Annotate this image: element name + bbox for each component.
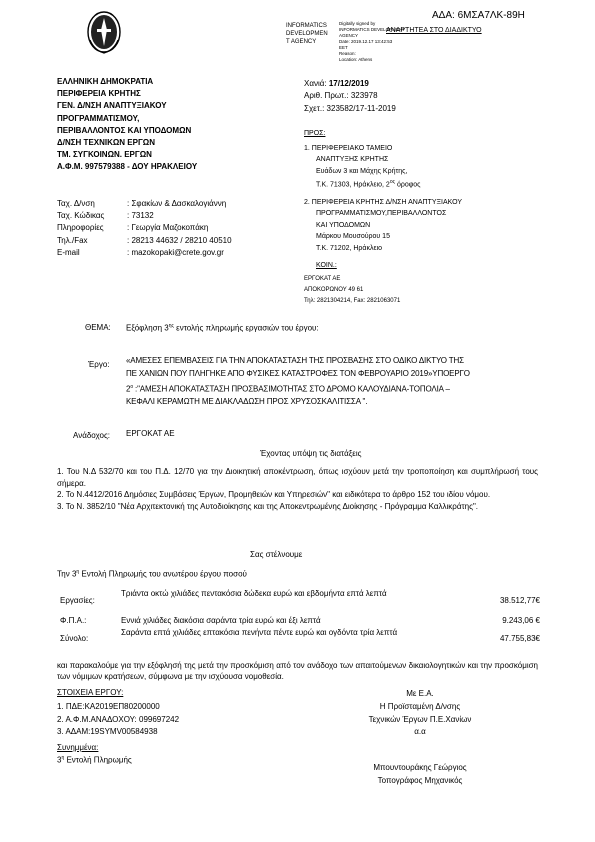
total-amount-value: 47.755,83€ — [499, 634, 540, 643]
date-label: Χανιά — [304, 79, 325, 88]
payment-intro: Την $3^\eta$ Εντολή Πληρωμής του ανωτέρου έργου ποσού — [57, 569, 247, 579]
recipient-2: 2. ΠΕΡΙΦΕΡΕΙΑ ΚΡΗΤΗΣ Δ/ΝΣΗ ΑΝΑΠΤΥΞΙΑΚΟΥ ΠΡΟΓΡΑΜΜΑΤΙΣΜΟΥ,ΠΕΡΙΒΑΛΛΟΝΤΟΣ ΚΑΙ ΥΠΟΔΟΜΩΝ Μάρκου Μουσούρου 15 Τ.Κ. 71202, Ηράκλειο — [304, 199, 463, 252]
subject-label: ΘΕΜΑ: — [85, 323, 111, 332]
posted-online-header: ΑΝΑΡΤΗΤΕΑ ΣΤΟ ΔΙΑΔΙΚΤΥΟ — [386, 27, 482, 34]
project-info-item: 2. Α.Φ.Μ.ΑΝΑΔΟΧΟΥ: 099697242 — [57, 714, 180, 724]
vat-amount-words: Εννιά χιλιάδες διακόσια σαράντα τρία ευρώ και έξι λεπτά — [121, 616, 321, 625]
signature-stamp-details: Digitally signed by INFORMATICS DEVELOPMENT AGENCY Date: 2019.12.17 13:42:53 EET Reason: Location: Athens — [339, 21, 405, 62]
vat-label: Φ.Π.Α.: — [60, 616, 87, 625]
project-label: Έργο: — [88, 360, 110, 369]
contractor-name: ΕΡΓΟΚΑΤ ΑΕ — [126, 429, 175, 438]
works-label: Εργασίες: — [60, 596, 95, 605]
total-amount-words: Σαράντα επτά χιλιάδες επτακόσια πενήντα πέντε ευρώ και ογδόντα τρία λεπτά — [121, 628, 398, 637]
provision-item: 1. Του Ν.Δ 532/70 και του Π.Δ. 12/70 για την Διοικητική αποκέντρωση, όπως ισχύουν μετά την τροποποίηση και συμπλήρωσή τους σήμερα. — [57, 467, 538, 488]
signature-stamp-org: INFORMATICS DEVELOPMEN T AGENCY — [286, 23, 328, 45]
related-reference: Σχετ.: 323582/17-11-2019 — [304, 103, 396, 113]
project-info-item: 3. ΑΔΑΜ:19SYMV00584938 — [57, 727, 158, 737]
subject-text: Εξόφληση $3^{\eta\varsigma}$ εντολής πληρωμής εργασιών του έργου: — [126, 323, 319, 333]
cc-recipient: ΕΡΓΟΚΑΤ ΑΕ ΑΠΟΚΟΡΩΝΟΥ 49 61 Τηλ: 2821304214, Fax: 2821063071 — [304, 276, 401, 304]
project-info-item: 1. ΠΔΕ:ΚΑ2019ΕΠ80200000 — [57, 702, 160, 711]
recipient-1: 1. ΠΕΡΙΦΕΡΕΙΑΚΟ ΤΑΜΕΙΟ ΑΝΑΠΤΥΞΗΣ ΚΡΗΤΗΣ Ευάδων 3 και Μάχης Κρήτης, Τ.Κ. 71303, Ηράκλειο, $2^{o\varsigma}$ όροφος — [304, 145, 421, 189]
attachments-title: Συνημμένα: — [57, 743, 99, 752]
recipients-title: ΠΡΟΣ: — [304, 130, 326, 137]
contractor-label: Ανάδοχος: — [73, 431, 111, 440]
greek-emblem-icon — [86, 10, 122, 56]
document-date: 17/12/2019 — [328, 79, 369, 88]
issuer-block: ΕΛΛΗΝΙΚΗ ΔΗΜΟΚΡΑΤΙΑ ΠΕΡΙΦΕΡΕΙΑ ΚΡΗΤΗΣ ΓΕΝ. Δ/ΝΣΗ ΑΝΑΠΤΥΞΙΑΚΟΥ ΠΡΟΓΡΑΜΜΑΤΙΣΜΟΥ, ΠΕΡΙΒΑΛΛΟΝΤΟΣ ΚΑΙ ΥΠΟΔΟΜΩΝ Δ/ΝΣΗ ΤΕΧΝΙΚΩΝ ΕΡΓΩΝ ΤΜ. ΣΥΓΚΟΙΝΩΝ. ΕΡΓΩΝ Α.Φ.Μ. 997579388 - ΔΟΥ ΗΡΑΚΛΕΙΟΥ — [57, 77, 198, 172]
protocol-number: Αριθ. Πρωτ.: 323978 — [304, 91, 378, 101]
provisions-title: Έχοντας υπόψη τις διατάξεις — [260, 449, 362, 458]
reference-block: Χανιά: 17/12/2019 Αριθ. Πρωτ.: 323978 Σχετ.: 323582/17-11-2019 — [304, 78, 396, 115]
cc-title: ΚΟΙΝ.: — [316, 262, 337, 269]
project-title: «ΑΜΕΣΕΣ ΕΠΕΜΒΑΣΕΙΣ ΓΙΑ ΤΗΝ ΑΠΟΚΑΤΑΣΤΑΣΗ ΤΗΣ ΠΡΟΣΒΑΣΗΣ ΣΤΟ ΟΔΙΚΟ ΔΙΚΤΥΟ ΤΗΣ ΠΕ ΧΑΝΙΩΝ ΠΟΥ ΠΛΗΓΗΚΕ ΑΠΟ ΦΥΣΙΚΕΣ ΚΑΤΑΣΤΡΟΦΕΣ ΤΟΝ ΦΕΒΡΟΥΑΡΙΟ 2019»ΥΠΟΕΡΓΟ $2^o$ :"ΑΜΕΣΗ ΑΠΟΚΑΤΑΣΤΑΣΗ ΠΡΟΣΒΑΣΙΜΟΤΗΤΑΣ ΣΤΟ ΔΡΟΜΟ ΚΑΛΟΥΔΙΑΝΑ-ΤΟΠΟΛΙΑ – ΚΕΦΑΛΙ ΚΕΡΑΜΩΤΗ ΜΕ ΔΙΑΚΛΑΔΩΣΗ ΠΡΟΣ ΧΡΥΣΟΣΚΑΛΙΤΙΣΣΑ ". — [126, 356, 470, 407]
provision-item: 2. Το Ν.4412/2016 Δημόσιες Συμβάσεις Έργων, Προμηθειών και Υπηρεσιών" και ειδικότερα το άρθρο 152 του ιδίου νόμου. — [57, 490, 491, 500]
request-paragraph: και παρακαλούμε για την εξόφλησή της μετά την προσκόμιση από τον ανάδοχο των απαιτούμενων δικαιολογητικών και την προσκόμιση των νόμιμων κρατήσεων, σύμφωνα με την ισχύουσα νομοθεσία. — [57, 661, 538, 681]
contact-details: Ταχ. Δ/νση : Σφακίων & Δασκαλογιάννη Ταχ. Κώδικας : 73132 Πληροφορίες : Γεωργία Μαζοκοπάκη Τηλ./Fax : 28213 44632 / 28210 40510 E-mail : mazokopaki@crete.gov.gr — [57, 199, 232, 257]
signature-block: Με Ε.Α. Η Προϊσταμένη Δ/νσης Τεχνικών Έργων Π.Ε.Χανίων α.α — [368, 689, 472, 737]
works-amount-value: 38.512,77€ — [499, 596, 540, 605]
provisions-list — [57, 466, 538, 513]
project-info-list — [57, 701, 179, 739]
attachment-item: $3^\eta$ Εντολή Πληρωμής — [57, 755, 132, 765]
signatory-role: Τοπογράφος Μηχανικός — [377, 776, 463, 785]
provision-item: 3. Το Ν. 3852/10 "Νέα Αρχιτεκτονική της Αυτοδιοίκησης και της Αποκεντρωμένης Διοίκησης - Πρόγραμμα Καλλικράτης". — [57, 502, 479, 512]
signatory-name: Μπουντουράκης Γεώργιος — [373, 763, 467, 772]
ada-number: ΑΔΑ: 6ΜΣΑ7ΛΚ-89Η — [432, 10, 525, 21]
vat-amount-value: 9.243,06 € — [502, 616, 540, 625]
works-amount-words: Τριάντα οκτώ χιλιάδες πεντακόσια δώδεκα ευρώ και εβδομήντα επτά λεπτά — [121, 589, 387, 598]
signatory — [330, 761, 510, 787]
project-info-title: ΣΤΟΙΧΕΙΑ ΕΡΓΟΥ: — [57, 688, 124, 697]
total-label: Σύνολο: — [60, 634, 89, 643]
sending-line: Σας στέλνουμε — [250, 550, 303, 559]
